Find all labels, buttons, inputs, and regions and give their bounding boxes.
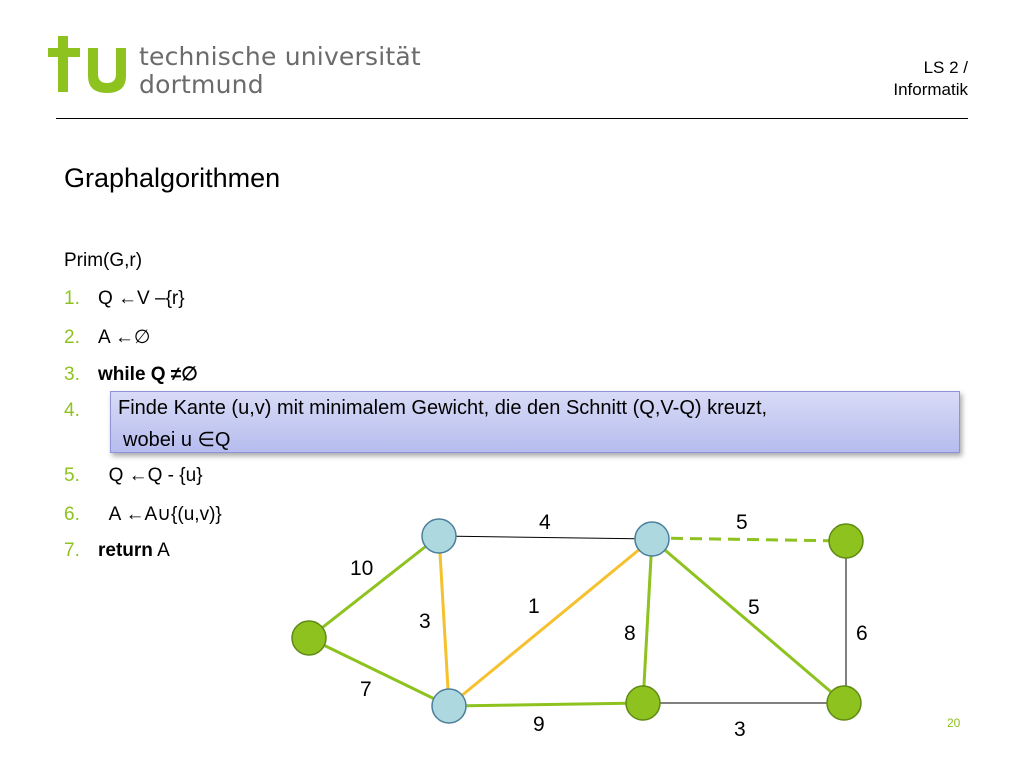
step-number: 2. bbox=[64, 327, 80, 348]
chair-label-line2: Informatik bbox=[893, 80, 968, 99]
step-number: 6. bbox=[64, 504, 80, 525]
step-text: Q ←Q - {u} bbox=[108, 465, 203, 486]
node-a bbox=[422, 519, 456, 553]
chair-label-line1: LS 2 / bbox=[923, 58, 968, 77]
page-number: 20 bbox=[947, 716, 961, 730]
edge-a-e bbox=[439, 536, 449, 706]
edge-d-e bbox=[309, 638, 449, 706]
step-text: Q ≠∅ bbox=[150, 364, 198, 385]
edge-weight-b-g: 5 bbox=[748, 596, 760, 619]
highlight-text-line1: Finde Kante (u,v) mit minimalem Gewicht, die den Schnitt (Q,V-Q) kreuzt, bbox=[118, 397, 768, 419]
step-text: A bbox=[157, 540, 170, 561]
node-f bbox=[626, 686, 660, 720]
edge-a-b bbox=[439, 536, 652, 539]
step-number: 3. bbox=[64, 364, 80, 385]
step-text: A ←A∪{(u,v)} bbox=[108, 504, 222, 525]
edge-weight-b-f: 8 bbox=[624, 622, 636, 645]
step-number: 7. bbox=[64, 540, 80, 561]
node-c bbox=[829, 524, 863, 558]
edge-weight-c-g: 6 bbox=[856, 622, 868, 645]
university-name-line1: technische universität bbox=[139, 42, 421, 71]
edge-weight-a-e: 3 bbox=[419, 610, 431, 633]
edge-weight-e-b: 1 bbox=[528, 595, 540, 618]
edge-weight-f-g: 3 bbox=[734, 718, 746, 741]
edge-weight-d-e: 7 bbox=[360, 678, 372, 701]
node-g bbox=[827, 686, 861, 720]
step-number: 1. bbox=[64, 288, 80, 309]
step-text: Q ←V –{r} bbox=[98, 288, 185, 309]
edge-weight-a-d: 10 bbox=[350, 557, 374, 580]
edge-b-f bbox=[643, 539, 652, 703]
step-keyword: return bbox=[98, 540, 153, 561]
edge-e-f bbox=[449, 703, 643, 706]
step-keyword: while bbox=[98, 364, 146, 385]
highlight-text-line2: wobei u ∈Q bbox=[123, 429, 231, 451]
node-b bbox=[635, 522, 669, 556]
algorithm-name: Prim(G,r) bbox=[64, 250, 143, 271]
edge-weight-b-c: 5 bbox=[736, 511, 748, 534]
step-number: 4. bbox=[64, 400, 80, 421]
step-number: 5. bbox=[64, 465, 80, 486]
step-text: A ←∅ bbox=[98, 327, 151, 348]
edge-weight-a-b: 4 bbox=[539, 511, 551, 534]
slide-title: Graphalgorithmen bbox=[64, 163, 281, 193]
edge-b-g bbox=[652, 539, 844, 703]
edge-b-c bbox=[652, 538, 846, 541]
node-d bbox=[292, 621, 326, 655]
university-name-line2: dortmund bbox=[139, 70, 264, 99]
edge-e-b bbox=[449, 539, 652, 706]
edge-weight-e-f: 9 bbox=[533, 713, 545, 736]
node-e bbox=[432, 689, 466, 723]
